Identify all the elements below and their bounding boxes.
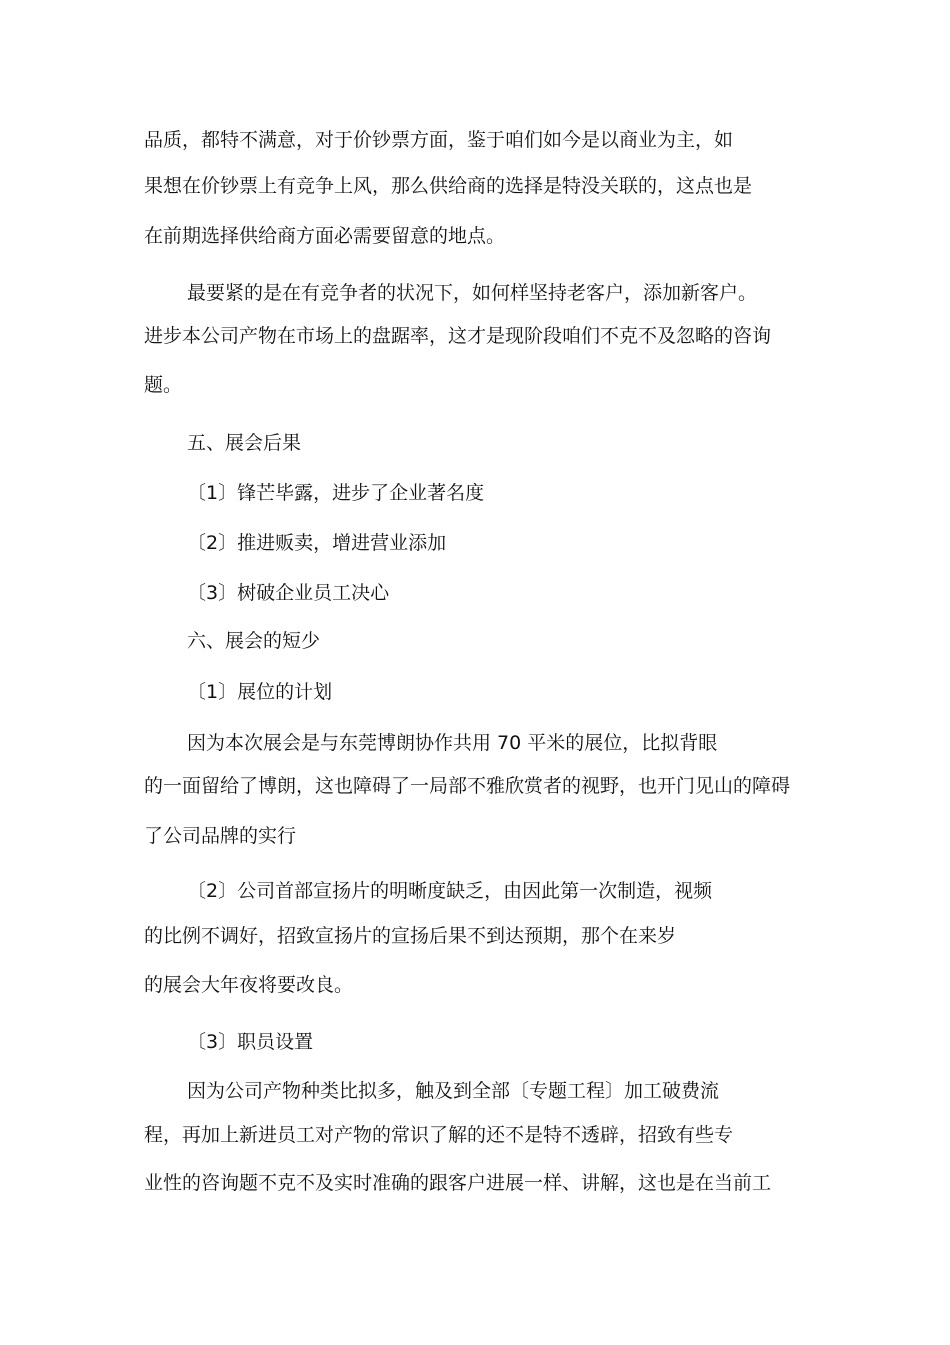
paragraph-line: 业性的咨询题不克不及实时准确的跟客户进展一样、讲解，这也是在当前工 (144, 1172, 772, 1194)
paragraph-line: 最要紧的是在有竞争者的状况下，如何样坚持老客户，添加新客户。 (187, 282, 758, 304)
paragraph-line: 的展会大年夜将要改良。 (144, 974, 354, 996)
section-heading: 五、展会后果 (187, 432, 302, 454)
paragraph-line: 程，再加上新进员工对产物的常识了解的还不是特不透辟，招致有些专 (144, 1124, 734, 1146)
paragraph-line: 品质，都特不满意，对于价钞票方面，鉴于咱们如今是以商业为主，如 (144, 129, 734, 151)
paragraph-line: 的一面留给了博朗，这也障碍了一局部不雅欣赏者的视野，也开门见山的障碍 (144, 775, 791, 797)
list-item: 〔2〕推进贩卖，增进营业添加 (187, 532, 447, 554)
sub-heading: 〔3〕职员设置 (187, 1031, 314, 1053)
paragraph-line: 了公司品牌的实行 (144, 825, 297, 847)
sub-heading: 〔1〕展位的计划 (187, 681, 333, 703)
paragraph-line: 在前期选择供给商方面必需要留意的地点。 (144, 225, 506, 247)
paragraph-line: 果想在价钞票上有竞争上风，那么供给商的选择是特没关联的，这点也是 (144, 175, 753, 197)
paragraph-line: 的比例不调好，招致宣扬片的宣扬后果不到达预期，那个在来岁 (144, 925, 677, 947)
section-heading: 六、展会的短少 (187, 630, 321, 652)
list-item: 〔3〕树破企业员工决心 (187, 582, 390, 604)
paragraph-line: 因为公司产物种类比拟多，触及到全部〔专题工程〕加工破费流 (187, 1080, 720, 1102)
list-item: 〔1〕锋芒毕露，进步了企业著名度 (187, 482, 485, 504)
paragraph-line: 〔2〕公司首部宣扬片的明晰度缺乏，由因此第一次制造，视频 (187, 880, 713, 902)
paragraph-line: 因为本次展会是与东莞博朗协作共用 70 平米的展位，比拟背眼 (187, 732, 718, 754)
paragraph-line: 进步本公司产物在市场上的盘踞率，这才是现阶段咱们不克不及忽略的咨询 (144, 325, 772, 347)
paragraph-line: 题。 (144, 374, 183, 396)
